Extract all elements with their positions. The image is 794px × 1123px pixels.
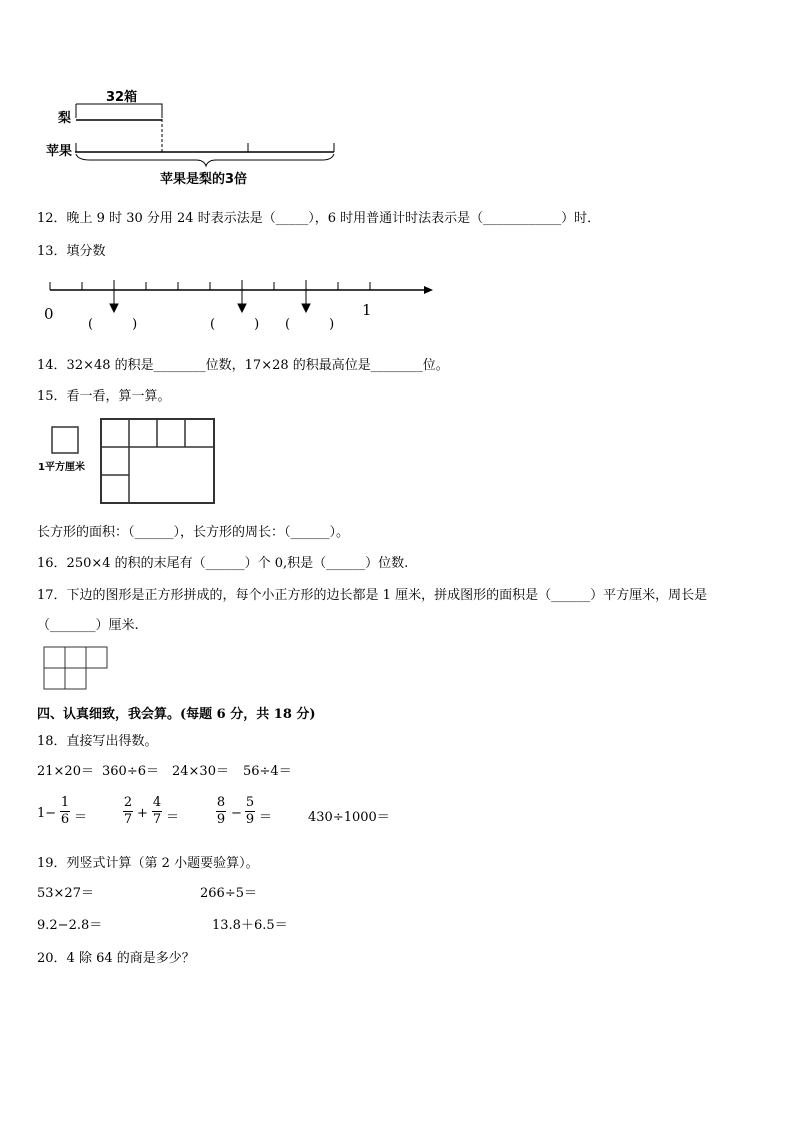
vertical-calc-item: 13.8＋6.5＝ — [212, 918, 288, 933]
question-13-title: 13．填分数 — [37, 244, 106, 259]
question-20: 20．4 除 64 的商是多少？ — [37, 951, 195, 966]
calc-item: 56÷4＝ — [243, 764, 292, 779]
number-line-blank: ( ) — [210, 317, 260, 332]
number-line-zero: 0 — [44, 305, 54, 323]
fraction: 2 7 — [123, 795, 133, 827]
calc-item: 360÷6＝ — [102, 764, 159, 779]
question-19-title: 19．列竖式计算（第 2 小题要验算）。 — [37, 856, 259, 871]
number-line-blank: ( ) — [285, 317, 335, 332]
vertical-calc-item: 266÷5＝ — [200, 886, 257, 901]
question-12: 12．晚上 9 时 30 分用 24 时表示法是（_____），6 时用普通计时法表示是（____________）时． — [37, 211, 601, 226]
number-line-one: 1 — [362, 301, 372, 319]
pear-label: 梨 — [58, 111, 72, 126]
area-figure-svg — [0, 412, 794, 512]
squares-figure-svg — [0, 640, 794, 700]
section-4-heading: 四、认真细致，我会算。(每题 6 分，共 18 分) — [37, 707, 316, 722]
question-18-title: 18．直接写出得数。 — [37, 734, 158, 749]
vertical-calc-item: 9.2−2.8＝ — [37, 918, 103, 933]
brace-label: 苹果是梨的3倍 — [160, 172, 248, 187]
vertical-calc-item: 53×27＝ — [37, 886, 94, 901]
fraction: 4 7 — [152, 795, 162, 827]
apple-label: 苹果 — [46, 144, 73, 159]
calc-item: 430÷1000＝ — [308, 810, 390, 825]
question-16: 16．250×4 的积的末尾有（______）个 0,积是（______）位数. — [37, 556, 409, 571]
calc-item: 21×20＝ — [37, 764, 94, 779]
question-15-answer: 长方形的面积：（______），长方形的周长：（______）。 — [37, 525, 350, 540]
unit-square-label: 1平方厘米 — [38, 462, 85, 473]
fraction: 5 9 — [245, 795, 255, 827]
fraction: 8 9 — [216, 795, 226, 827]
question-17-line1: 17．下边的图形是正方形拼成的，每个小正方形的边长都是 1 厘米，拼成图形的面积是（______）平方厘米，周长是 — [37, 588, 708, 603]
box-count-label: 32箱 — [106, 90, 138, 105]
calc-item: 24×30＝ — [172, 764, 229, 779]
number-line-blank: ( ) — [88, 317, 138, 332]
question-15-title: 15．看一看，算一算。 — [37, 389, 171, 404]
fraction: 1 6 — [60, 795, 70, 827]
question-14: 14．32×48 的积是________位数，17×28 的积最高位是________位。 — [37, 358, 449, 373]
question-17-line2: （_______）厘米. — [37, 618, 139, 633]
